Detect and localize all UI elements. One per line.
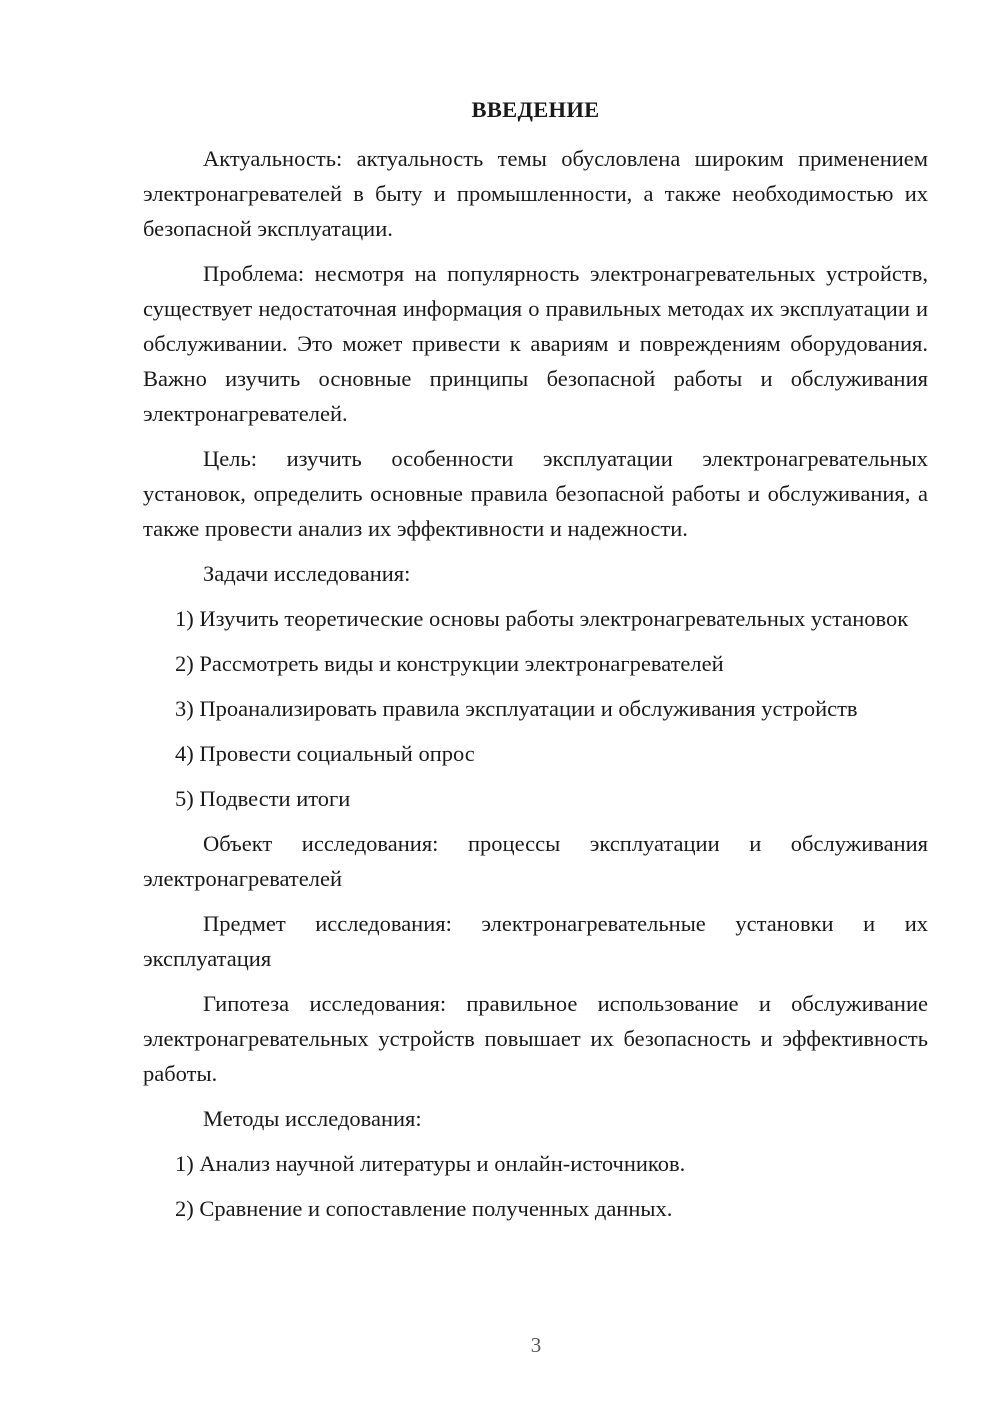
paragraph-subject: Предмет исследования: электронагревательные установки и их эксплуатация	[143, 911, 928, 971]
task-item-3: 3) Проанализировать правила эксплуатации и обслуживания устройств	[175, 696, 858, 721]
tasks-label: Задачи исследования:	[203, 561, 411, 586]
task-item-4: 4) Провести социальный опрос	[175, 741, 475, 766]
paragraph-problem: Проблема: несмотря на популярность электронагревательных устройств, существует недостаточная информация о правильных методах их эксплуатации и обслуживании. Это может привести к авариям и повреждениям оборудования. Важно изучить основные принципы безопасной работы и обслуживания электронагревателей.	[143, 261, 928, 426]
paragraph-relevance: Актуальность: актуальность темы обусловлена широким применением электронагревателей в быту и промышленности, а также необходимостью их безопасной эксплуатации.	[143, 146, 928, 241]
paragraph-hypothesis: Гипотеза исследования: правильное использование и обслуживание электронагревательных устройств повышает их безопасность и эффективность работы.	[143, 991, 928, 1086]
task-item-1: 1) Изучить теоретические основы работы электронагревательных установок	[175, 606, 909, 631]
task-item-5: 5) Подвести итоги	[175, 786, 351, 811]
paragraph-object: Объект исследования: процессы эксплуатации и обслуживания электронагревателей	[143, 831, 928, 891]
page-heading: ВВЕДЕНИЕ	[471, 97, 600, 122]
method-item-2: 2) Сравнение и сопоставление полученных данных.	[175, 1196, 673, 1221]
method-item-1: 1) Анализ научной литературы и онлайн-источников.	[175, 1151, 686, 1176]
methods-label: Методы исследования:	[203, 1106, 422, 1131]
task-item-2: 2) Рассмотреть виды и конструкции электронагревателей	[175, 651, 724, 676]
paragraph-goal: Цель: изучить особенности эксплуатации электронагревательных установок, определить основные правила безопасной работы и обслуживания, а также провести анализ их эффективности и надежности.	[143, 446, 928, 541]
document-body	[143, 92, 928, 1236]
page-number: 3	[530, 1333, 542, 1357]
